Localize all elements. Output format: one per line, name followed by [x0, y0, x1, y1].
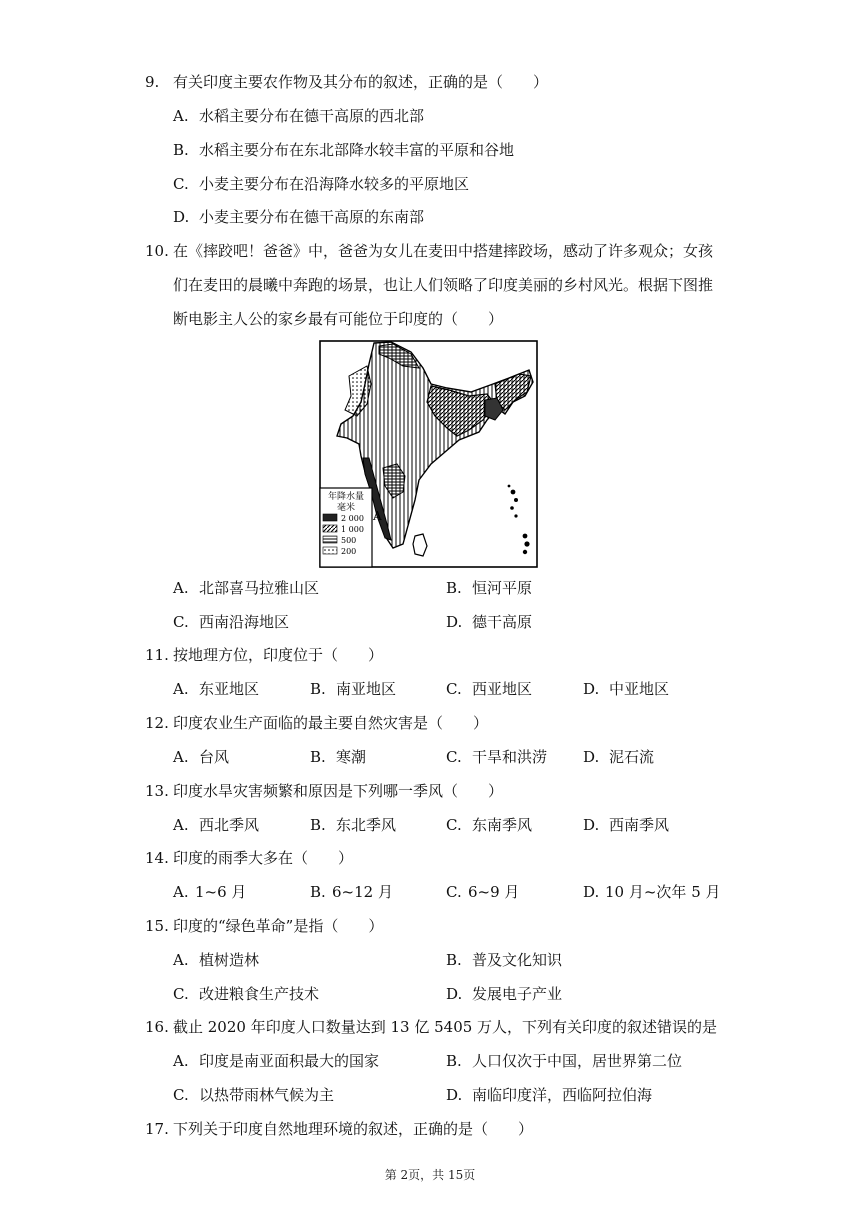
option-label: A. [173, 816, 189, 834]
q12-option-a[interactable] [173, 747, 229, 767]
q10-option-c[interactable] [173, 612, 289, 632]
question-number: 16. [145, 1018, 169, 1036]
option-text: 德干高原 [472, 613, 533, 631]
question-text: 下列关于印度自然地理环境的叙述，正确的是（ ） [173, 1120, 534, 1138]
question-15-stem [145, 916, 383, 936]
page-footer: 第 2页，共 15页 [384, 1168, 476, 1182]
option-label: C. [173, 175, 189, 193]
option-text: 1~6 月 [195, 883, 247, 901]
q13-option-a[interactable] [173, 815, 259, 835]
option-text: 改进粮食生产技术 [199, 985, 320, 1003]
question-text: 印度水旱灾害频繁和原因是下列哪一季风（ ） [173, 782, 504, 800]
option-label: B. [310, 680, 326, 698]
option-label: C. [446, 883, 462, 901]
option-label: D. [446, 1086, 463, 1104]
q14-option-a[interactable] [173, 882, 246, 902]
question-number: 14. [145, 849, 169, 867]
q12-option-d[interactable] [583, 747, 654, 767]
question-10-stem [145, 241, 713, 261]
option-label: C. [173, 1086, 189, 1104]
option-label: B. [446, 1052, 462, 1070]
q10-option-b[interactable] [446, 578, 532, 598]
option-text: 寒潮 [336, 748, 367, 766]
q12-option-b[interactable] [310, 747, 366, 767]
map-legend [320, 488, 372, 567]
question-text: 印度农业生产面临的最主要自然灾害是（ ） [173, 714, 489, 732]
question-number: 10. [145, 242, 169, 260]
q11-option-b[interactable] [310, 679, 396, 699]
q9-option-a[interactable] [173, 106, 424, 126]
q16-option-b[interactable] [446, 1051, 682, 1071]
map-point-label-a: A [373, 509, 382, 523]
q15-option-b[interactable] [446, 950, 562, 970]
question-14-stem [145, 848, 353, 868]
option-label: B. [446, 951, 462, 969]
q13-option-d[interactable] [583, 815, 669, 835]
option-label: C. [446, 680, 462, 698]
q16-option-c[interactable] [173, 1085, 334, 1105]
legend-title-line-2: 毫米 [336, 503, 356, 513]
question-text: 有关印度主要农作物及其分布的叙述，正确的是（ ） [173, 73, 549, 91]
q10-option-a[interactable] [173, 578, 319, 598]
legend-title-line-1: 年降水量 [327, 492, 365, 502]
option-text: 10 月~次年 5 月 [605, 883, 721, 901]
option-text: 发展电子产业 [472, 985, 563, 1003]
option-text: 南临印度洋，西临阿拉伯海 [472, 1086, 653, 1104]
option-label: C. [446, 748, 462, 766]
option-label: A. [173, 748, 189, 766]
option-label: D. [173, 208, 190, 226]
legend-value-500: 500 [341, 536, 357, 545]
question-10-stem-line-3: 断电影主人公的家乡最有可能位于印度的（ ） [173, 310, 504, 328]
option-text: 小麦主要分布在德干高原的东南部 [199, 208, 425, 226]
option-label: D. [446, 985, 463, 1003]
option-text: 人口仅次于中国，居世界第二位 [472, 1052, 683, 1070]
option-text: 东亚地区 [199, 680, 260, 698]
q12-option-c[interactable] [446, 747, 547, 767]
india-precipitation-map [319, 340, 538, 568]
q16-option-d[interactable] [446, 1085, 652, 1105]
q13-option-b[interactable] [310, 815, 396, 835]
q15-option-c[interactable] [173, 984, 319, 1004]
question-text: 印度的“绿色革命”是指（ ） [173, 917, 384, 935]
option-label: A. [173, 883, 189, 901]
option-label: B. [446, 579, 462, 597]
option-text: 东北季风 [336, 816, 397, 834]
q10-option-d[interactable] [446, 612, 532, 632]
q16-option-a[interactable] [173, 1051, 379, 1071]
q15-option-a[interactable] [173, 950, 259, 970]
option-label: D. [583, 680, 600, 698]
question-12-stem [145, 713, 488, 733]
option-label: D. [446, 613, 463, 631]
question-number: 11. [145, 646, 169, 664]
option-label: C. [446, 816, 462, 834]
option-text: 普及文化知识 [472, 951, 563, 969]
option-label: D. [583, 883, 600, 901]
question-text: 截止 2020 年印度人口数量达到 13 亿 5405 万人，下列有关印度的叙述错误的是 [173, 1018, 718, 1036]
option-text: 干旱和洪涝 [472, 748, 548, 766]
q9-option-c[interactable] [173, 174, 469, 194]
option-label: B. [310, 816, 326, 834]
q14-option-d[interactable] [583, 882, 721, 902]
option-label: A. [173, 951, 189, 969]
option-label: A. [173, 680, 189, 698]
legend-value-1000: 1 000 [341, 525, 364, 534]
option-label: B. [173, 141, 189, 159]
question-16-stem [145, 1017, 717, 1037]
option-text: 6~12 月 [332, 883, 393, 901]
question-number: 13. [145, 782, 169, 800]
option-text: 西北季风 [199, 816, 260, 834]
question-11-stem [145, 645, 383, 665]
question-text: 印度的雨季大多在（ ） [173, 849, 354, 867]
q13-option-c[interactable] [446, 815, 532, 835]
option-label: B. [310, 748, 326, 766]
question-10-stem-line-2: 们在麦田的晨曦中奔跑的场景，也让人们领略了印度美丽的乡村风光。根据下图推 [173, 276, 714, 294]
option-label: D. [583, 816, 600, 834]
option-text: 中亚地区 [609, 680, 670, 698]
legend-value-2000: 2 000 [341, 514, 364, 523]
option-label: B. [310, 883, 326, 901]
q11-option-d[interactable] [583, 679, 669, 699]
option-text: 小麦主要分布在沿海降水较多的平原地区 [199, 175, 470, 193]
option-text: 植树造林 [199, 951, 260, 969]
option-text: 南亚地区 [336, 680, 397, 698]
option-label: A. [173, 1052, 189, 1070]
option-label: C. [173, 985, 189, 1003]
option-text: 恒河平原 [472, 579, 533, 597]
question-number: 15. [145, 917, 169, 935]
question-text: 按地理方位，印度位于（ ） [173, 646, 384, 664]
question-number: 17. [145, 1120, 169, 1138]
question-text: 在《摔跤吧！爸爸》中，爸爸为女儿在麦田中搭建摔跤场，感动了许多观众；女孩 [173, 242, 714, 260]
q9-option-d[interactable] [173, 207, 424, 227]
option-text: 西南季风 [609, 816, 670, 834]
option-text: 以热带雨林气候为主 [199, 1086, 335, 1104]
option-label: A. [173, 107, 189, 125]
option-label: D. [583, 748, 600, 766]
question-17-stem [145, 1119, 533, 1139]
question-9-stem [145, 72, 548, 92]
question-13-stem [145, 781, 503, 801]
q14-option-c[interactable] [446, 882, 519, 902]
option-text: 北部喜马拉雅山区 [199, 579, 320, 597]
option-label: A. [173, 579, 189, 597]
option-label: C. [173, 613, 189, 631]
option-text: 水稻主要分布在德干高原的西北部 [199, 107, 425, 125]
option-text: 西南沿海地区 [199, 613, 290, 631]
option-text: 东南季风 [472, 816, 533, 834]
legend-value-200: 200 [341, 547, 357, 556]
option-text: 西亚地区 [472, 680, 533, 698]
q11-option-c[interactable] [446, 679, 532, 699]
q15-option-d[interactable] [446, 984, 562, 1004]
option-text: 6~9 月 [468, 883, 520, 901]
option-text: 印度是南亚面积最大的国家 [199, 1052, 380, 1070]
q14-option-b[interactable] [310, 882, 393, 902]
q9-option-b[interactable] [173, 140, 514, 160]
option-text: 水稻主要分布在东北部降水较丰富的平原和谷地 [199, 141, 515, 159]
option-text: 台风 [199, 748, 230, 766]
q11-option-a[interactable] [173, 679, 259, 699]
question-number: 9. [145, 73, 160, 91]
question-number: 12. [145, 714, 169, 732]
option-text: 泥石流 [609, 748, 655, 766]
